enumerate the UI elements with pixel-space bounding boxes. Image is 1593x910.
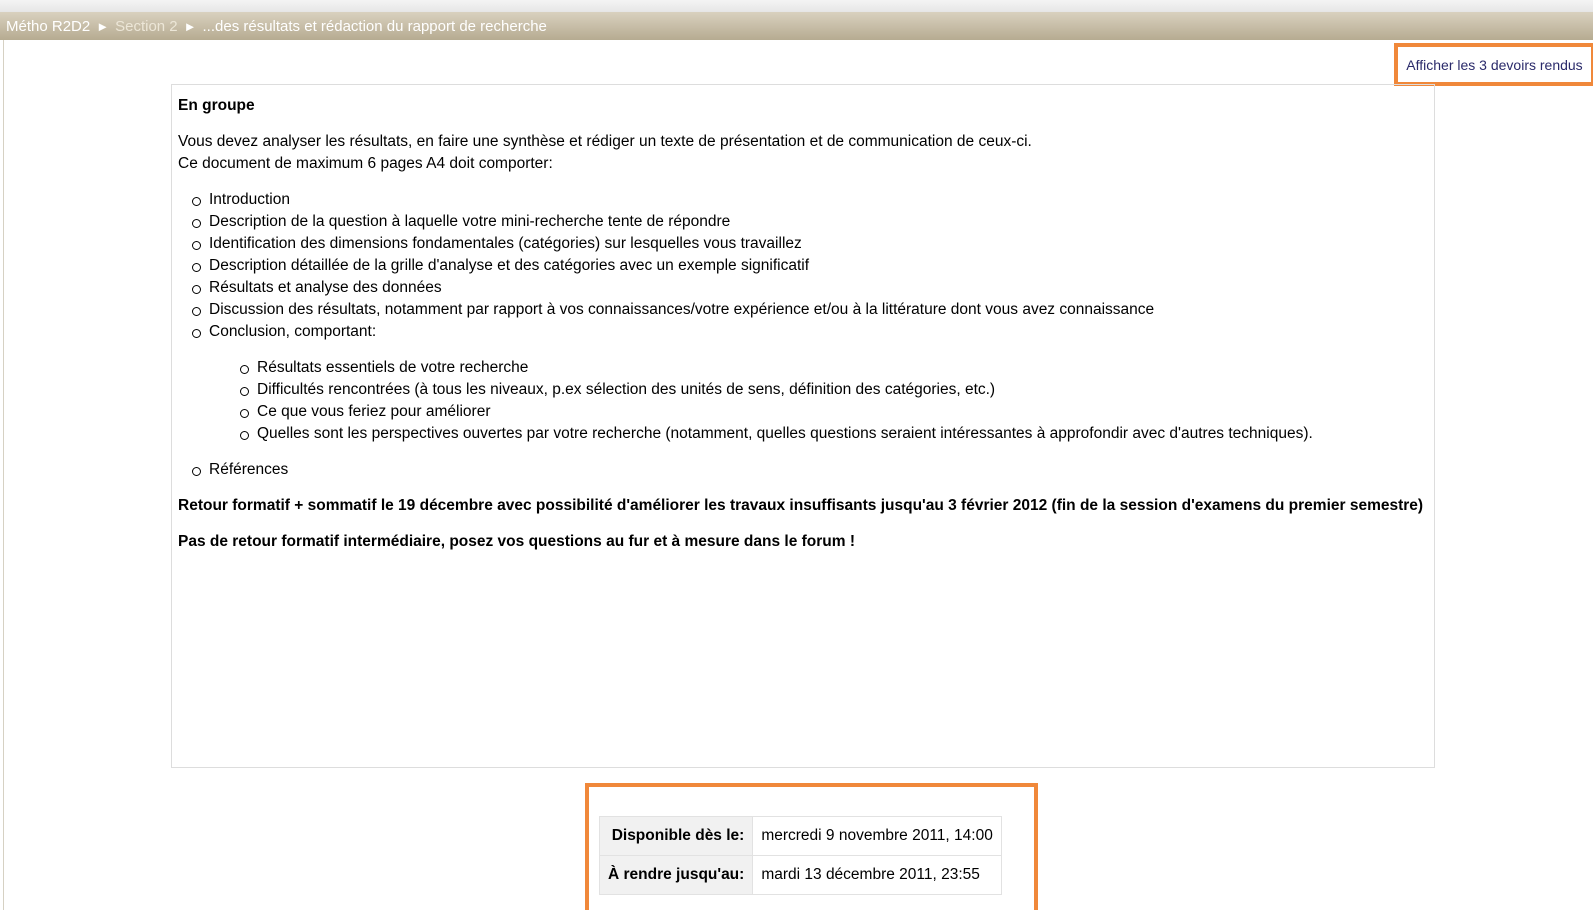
list-item: Introduction (192, 189, 1428, 211)
list-item: Résultats essentiels de votre recherche (240, 357, 1428, 379)
description-text: Vous devez analyser les résultats, en faire une synthèse et rédiger un texte de présentation et de communication de ceux-ci. (178, 133, 1032, 150)
breadcrumb-current-page: ...des résultats et rédaction du rapport de recherche (202, 17, 547, 35)
breadcrumb-course-link[interactable]: Métho R2D2 (6, 17, 91, 35)
submissions-highlight (1394, 43, 1593, 86)
conclusion-sublist (240, 357, 1428, 445)
browser-top-strip (0, 0, 1593, 12)
dates-table (599, 816, 1002, 895)
list-item (192, 321, 1428, 445)
requirements-list (192, 189, 1428, 481)
description-heading: En groupe (178, 97, 255, 114)
available-from-label: Disponible dès le: (600, 817, 753, 856)
list-item: Description détaillée de la grille d'analyse et des catégories avec un exemple significatif (192, 255, 1428, 277)
list-item: Quelles sont les perspectives ouvertes par votre recherche (notamment, quelles questions seraient intéressantes à approfondir avec d'autres techniques). (240, 423, 1428, 445)
list-item: Difficultés rencontrées (à tous les niveaux, p.ex sélection des unités de sens, définition des catégories, etc.) (240, 379, 1428, 401)
feedback-note: Retour formatif + sommatif le 19 décembre avec possibilité d'améliorer les travaux insuffisants jusqu'au 3 février 2012 (fin de la session d'examens du premier semestre) (178, 497, 1424, 514)
forum-note: Pas de retour formatif intermédiaire, posez vos questions au fur et à mesure dans le forum ! (178, 533, 856, 550)
assignment-description (171, 84, 1435, 768)
list-item: Description de la question à laquelle votre mini-recherche tente de répondre (192, 211, 1428, 233)
breadcrumb-separator: ► (96, 18, 110, 34)
table-row (600, 856, 1002, 895)
table-row (600, 817, 1002, 856)
breadcrumb-separator: ► (183, 18, 197, 34)
due-date-value: mardi 13 décembre 2011, 23:55 (753, 856, 1002, 895)
list-item: Discussion des résultats, notamment par rapport à vos connaissances/votre expérience et/ou à la littérature dont vous avez connaissance (192, 299, 1428, 321)
view-submissions-link[interactable]: Afficher les 3 devoirs rendus (1406, 56, 1583, 73)
list-item: Ce que vous feriez pour améliorer (240, 401, 1428, 423)
due-date-label: À rendre jusqu'au: (600, 856, 753, 895)
description-text: Ce document de maximum 6 pages A4 doit comporter: (178, 155, 553, 172)
list-item: Références (192, 459, 1428, 481)
list-item: Résultats et analyse des données (192, 277, 1428, 299)
list-item: Identification des dimensions fondamentales (catégories) sur lesquelles vous travaillez (192, 233, 1428, 255)
breadcrumb (0, 12, 1593, 40)
list-item-label: Conclusion, comportant: (209, 323, 377, 340)
available-from-value: mercredi 9 novembre 2011, 14:00 (753, 817, 1002, 856)
breadcrumb-section-link[interactable]: Section 2 (115, 17, 178, 35)
